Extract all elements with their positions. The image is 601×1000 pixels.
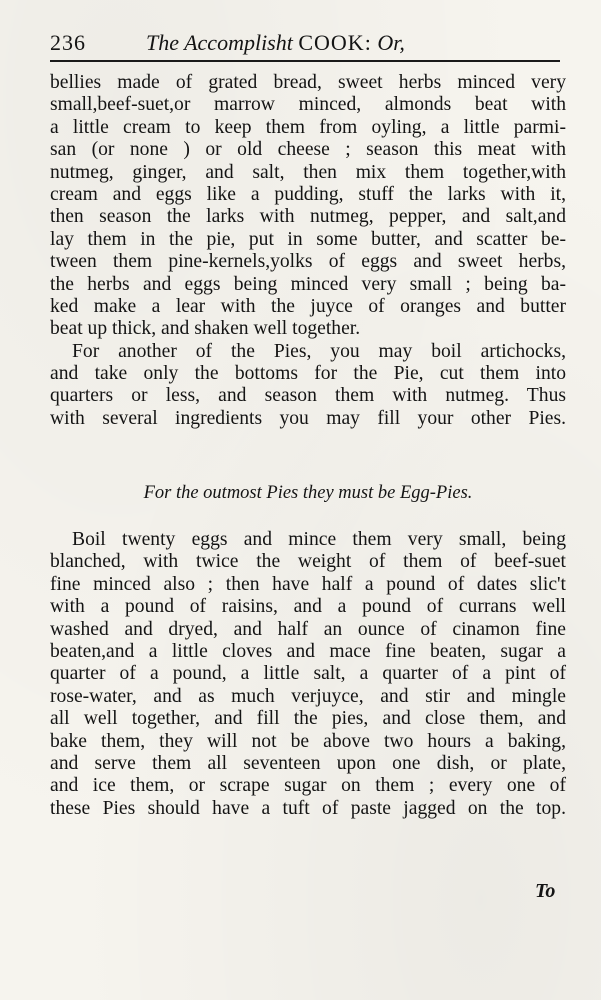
text-line: washed and dryed, and half an ounce of cinamon fine xyxy=(50,618,566,640)
text-line: cream and eggs like a pudding, stuff the larks with it, xyxy=(50,183,566,205)
running-head-tail: Or, xyxy=(377,30,405,55)
text-line: lay them in the pie, put in some butter, and scatter be- xyxy=(50,228,566,250)
text-line: beat up thick, and shaken well together. xyxy=(50,318,361,340)
paragraph-larks xyxy=(50,72,566,341)
text-line: with a pound of raisins, and a pound of currans well xyxy=(50,596,566,618)
text-line: beaten,and a little cloves and mace fine beaten, sugar a xyxy=(50,640,566,662)
page-number: 236 xyxy=(50,30,86,55)
text-line: then season the larks with nutmeg, pepper, and salt,and xyxy=(50,206,566,228)
text-line: blanched, with twice the weight of them of beef-suet xyxy=(50,551,566,573)
text-line: small,beef-suet,or marrow minced, almonds beat with xyxy=(50,94,566,116)
text-block-bottom xyxy=(50,529,566,820)
text-line: For another of the Pies, you may boil artichocks, xyxy=(72,340,566,362)
running-head xyxy=(146,30,405,56)
text-line: tween them pine-kernels,yolks of eggs and sweet herbs, xyxy=(50,251,566,273)
text-line: nutmeg, ginger, and salt, then mix them together,with xyxy=(50,161,566,183)
text-line: Boil twenty eggs and mince them very small, being xyxy=(72,529,566,550)
text-line: quarters or less, and season them with nutmeg. Thus xyxy=(50,385,566,407)
running-head-caps: COOK: xyxy=(298,30,372,55)
text-line: bake them, they will not be above two hours a baking, xyxy=(50,730,566,752)
catchword: To xyxy=(535,880,556,902)
text-line: bellies made of grated bread, sweet herbs minced very xyxy=(50,72,566,93)
text-block-top xyxy=(50,72,566,430)
text-line: rose-water, and as much verjuyce, and stir and mingle xyxy=(50,685,566,707)
text-line: fine minced also ; then have half a pound of dates slic't xyxy=(50,573,566,595)
section-subheading: For the outmost Pies they must be Egg-Pies. xyxy=(143,483,473,503)
text-line: ked make a lear with the juyce of oranges and butter xyxy=(50,295,566,317)
text-line: with several ingredients you may fill your other Pies. xyxy=(50,407,566,429)
running-head-italic: The Accomplisht xyxy=(146,30,293,55)
paragraph-egg-pies xyxy=(50,529,566,820)
text-line: quarter of a pound, a little salt, a quarter of a pint of xyxy=(50,663,566,685)
text-line: and ice them, or scrape sugar on them ; every one of xyxy=(50,775,566,797)
text-line: and take only the bottoms for the Pie, cut them into xyxy=(50,363,566,385)
text-line: all well together, and fill the pies, and close them, and xyxy=(50,708,566,730)
page-header xyxy=(50,26,560,62)
paragraph-artichocks xyxy=(50,341,566,431)
text-line: san (or none ) or old cheese ; season this meat with xyxy=(50,139,566,161)
text-line: these Pies should have a tuft of paste jagged on the top. xyxy=(50,797,566,819)
text-line: and serve them all seventeen upon one dish, or plate, xyxy=(50,752,566,774)
text-line: the herbs and eggs being minced very small ; being ba- xyxy=(50,273,566,295)
text-line: a little cream to keep them from oyling, a little parmi- xyxy=(50,116,566,138)
